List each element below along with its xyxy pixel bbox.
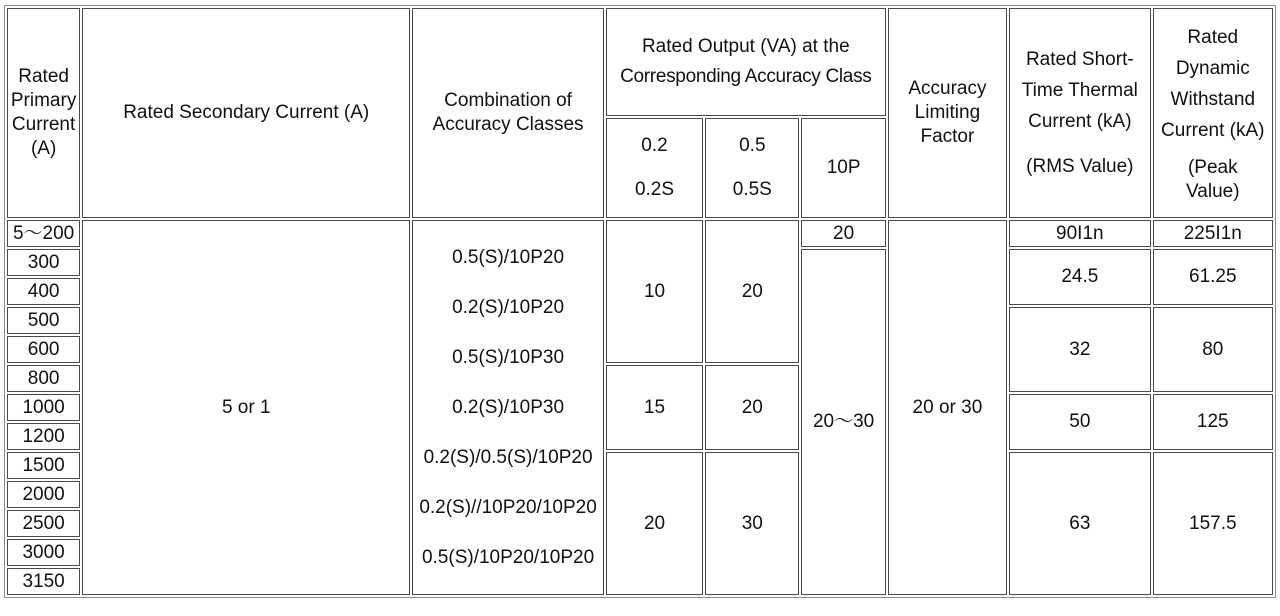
header-rated-output: Rated Output (VA) at the Corresponding Accuracy Class — [606, 8, 886, 116]
dynamic-cell: 61.25 — [1153, 249, 1273, 305]
dynamic-cell: 157.5 — [1153, 452, 1273, 595]
primary-current-cell: 5～200 — [7, 220, 80, 247]
thermal-cell: 24.5 — [1009, 249, 1150, 305]
output-05-cell: 20 — [705, 220, 799, 363]
header-rated-primary-current: Rated Primary Current (A) — [7, 8, 80, 218]
output-10p-cell: 20～30 — [801, 249, 885, 595]
output-02-cell: 15 — [606, 365, 703, 450]
output-02-cell: 10 — [606, 220, 703, 363]
combination-item: 0.2(S)/0.5(S)/10P20 — [423, 446, 593, 468]
header-accuracy-limiting-factor: Accuracy Limiting Factor — [888, 8, 1007, 218]
output-05-cell: 30 — [705, 452, 799, 595]
primary-current-cell: 2500 — [7, 510, 80, 537]
output-02-cell: 20 — [606, 452, 703, 595]
header-row-1 — [7, 8, 1273, 116]
combinations-cell — [412, 220, 604, 595]
dynamic-cell: 125 — [1153, 394, 1273, 450]
header-class-10p: 10P — [801, 118, 885, 218]
primary-current-cell: 1200 — [7, 423, 80, 450]
secondary-current-cell: 5 or 1 — [82, 220, 410, 595]
dynamic-cell: 225I1n — [1153, 220, 1273, 247]
thermal-cell: 50 — [1009, 394, 1150, 450]
primary-current-cell: 1500 — [7, 452, 80, 479]
current-transformer-spec-table — [4, 5, 1276, 598]
thermal-cell: 63 — [1009, 452, 1150, 595]
combination-item: 0.2(S)//10P20/10P20 — [419, 496, 597, 518]
dynamic-cell: 80 — [1153, 307, 1273, 392]
header-class-02: 0.2 0.2S — [606, 118, 703, 218]
primary-current-cell: 300 — [7, 249, 80, 276]
primary-current-cell: 2000 — [7, 481, 80, 508]
combination-item: 0.2(S)/10P20 — [452, 296, 565, 318]
combination-item: 0.2(S)/10P30 — [452, 396, 565, 418]
combination-item: 0.5(S)/10P20 — [452, 246, 565, 268]
primary-current-cell: 800 — [7, 365, 80, 392]
primary-current-cell: 600 — [7, 336, 80, 363]
header-class-05: 0.5 0.5S — [705, 118, 799, 218]
primary-current-cell: 3150 — [7, 568, 80, 595]
thermal-cell: 90I1n — [1009, 220, 1150, 247]
primary-current-cell: 3000 — [7, 539, 80, 566]
output-10p-cell: 20 — [801, 220, 885, 247]
header-rated-secondary-current: Rated Secondary Current (A) — [82, 8, 410, 218]
combination-item: 0.5(S)/10P20/10P20 — [421, 546, 595, 568]
primary-current-cell: 500 — [7, 307, 80, 334]
accuracy-limiting-factor-cell: 20 or 30 — [888, 220, 1007, 595]
header-combination: Combination of Accuracy Classes — [412, 8, 604, 218]
header-dynamic-current: Rated Dynamic Withstand Current (kA) (Peak Value) — [1153, 8, 1273, 218]
output-05-cell: 20 — [705, 365, 799, 450]
thermal-cell: 32 — [1009, 307, 1150, 392]
primary-current-cell: 1000 — [7, 394, 80, 421]
combination-item: 0.5(S)/10P30 — [452, 346, 565, 368]
table-row — [7, 220, 1273, 247]
spec-table-wrapper — [4, 5, 1276, 598]
header-thermal-current: Rated Short- Time Thermal Current (kA) (RMS Value) — [1009, 8, 1150, 218]
primary-current-cell: 400 — [7, 278, 80, 305]
